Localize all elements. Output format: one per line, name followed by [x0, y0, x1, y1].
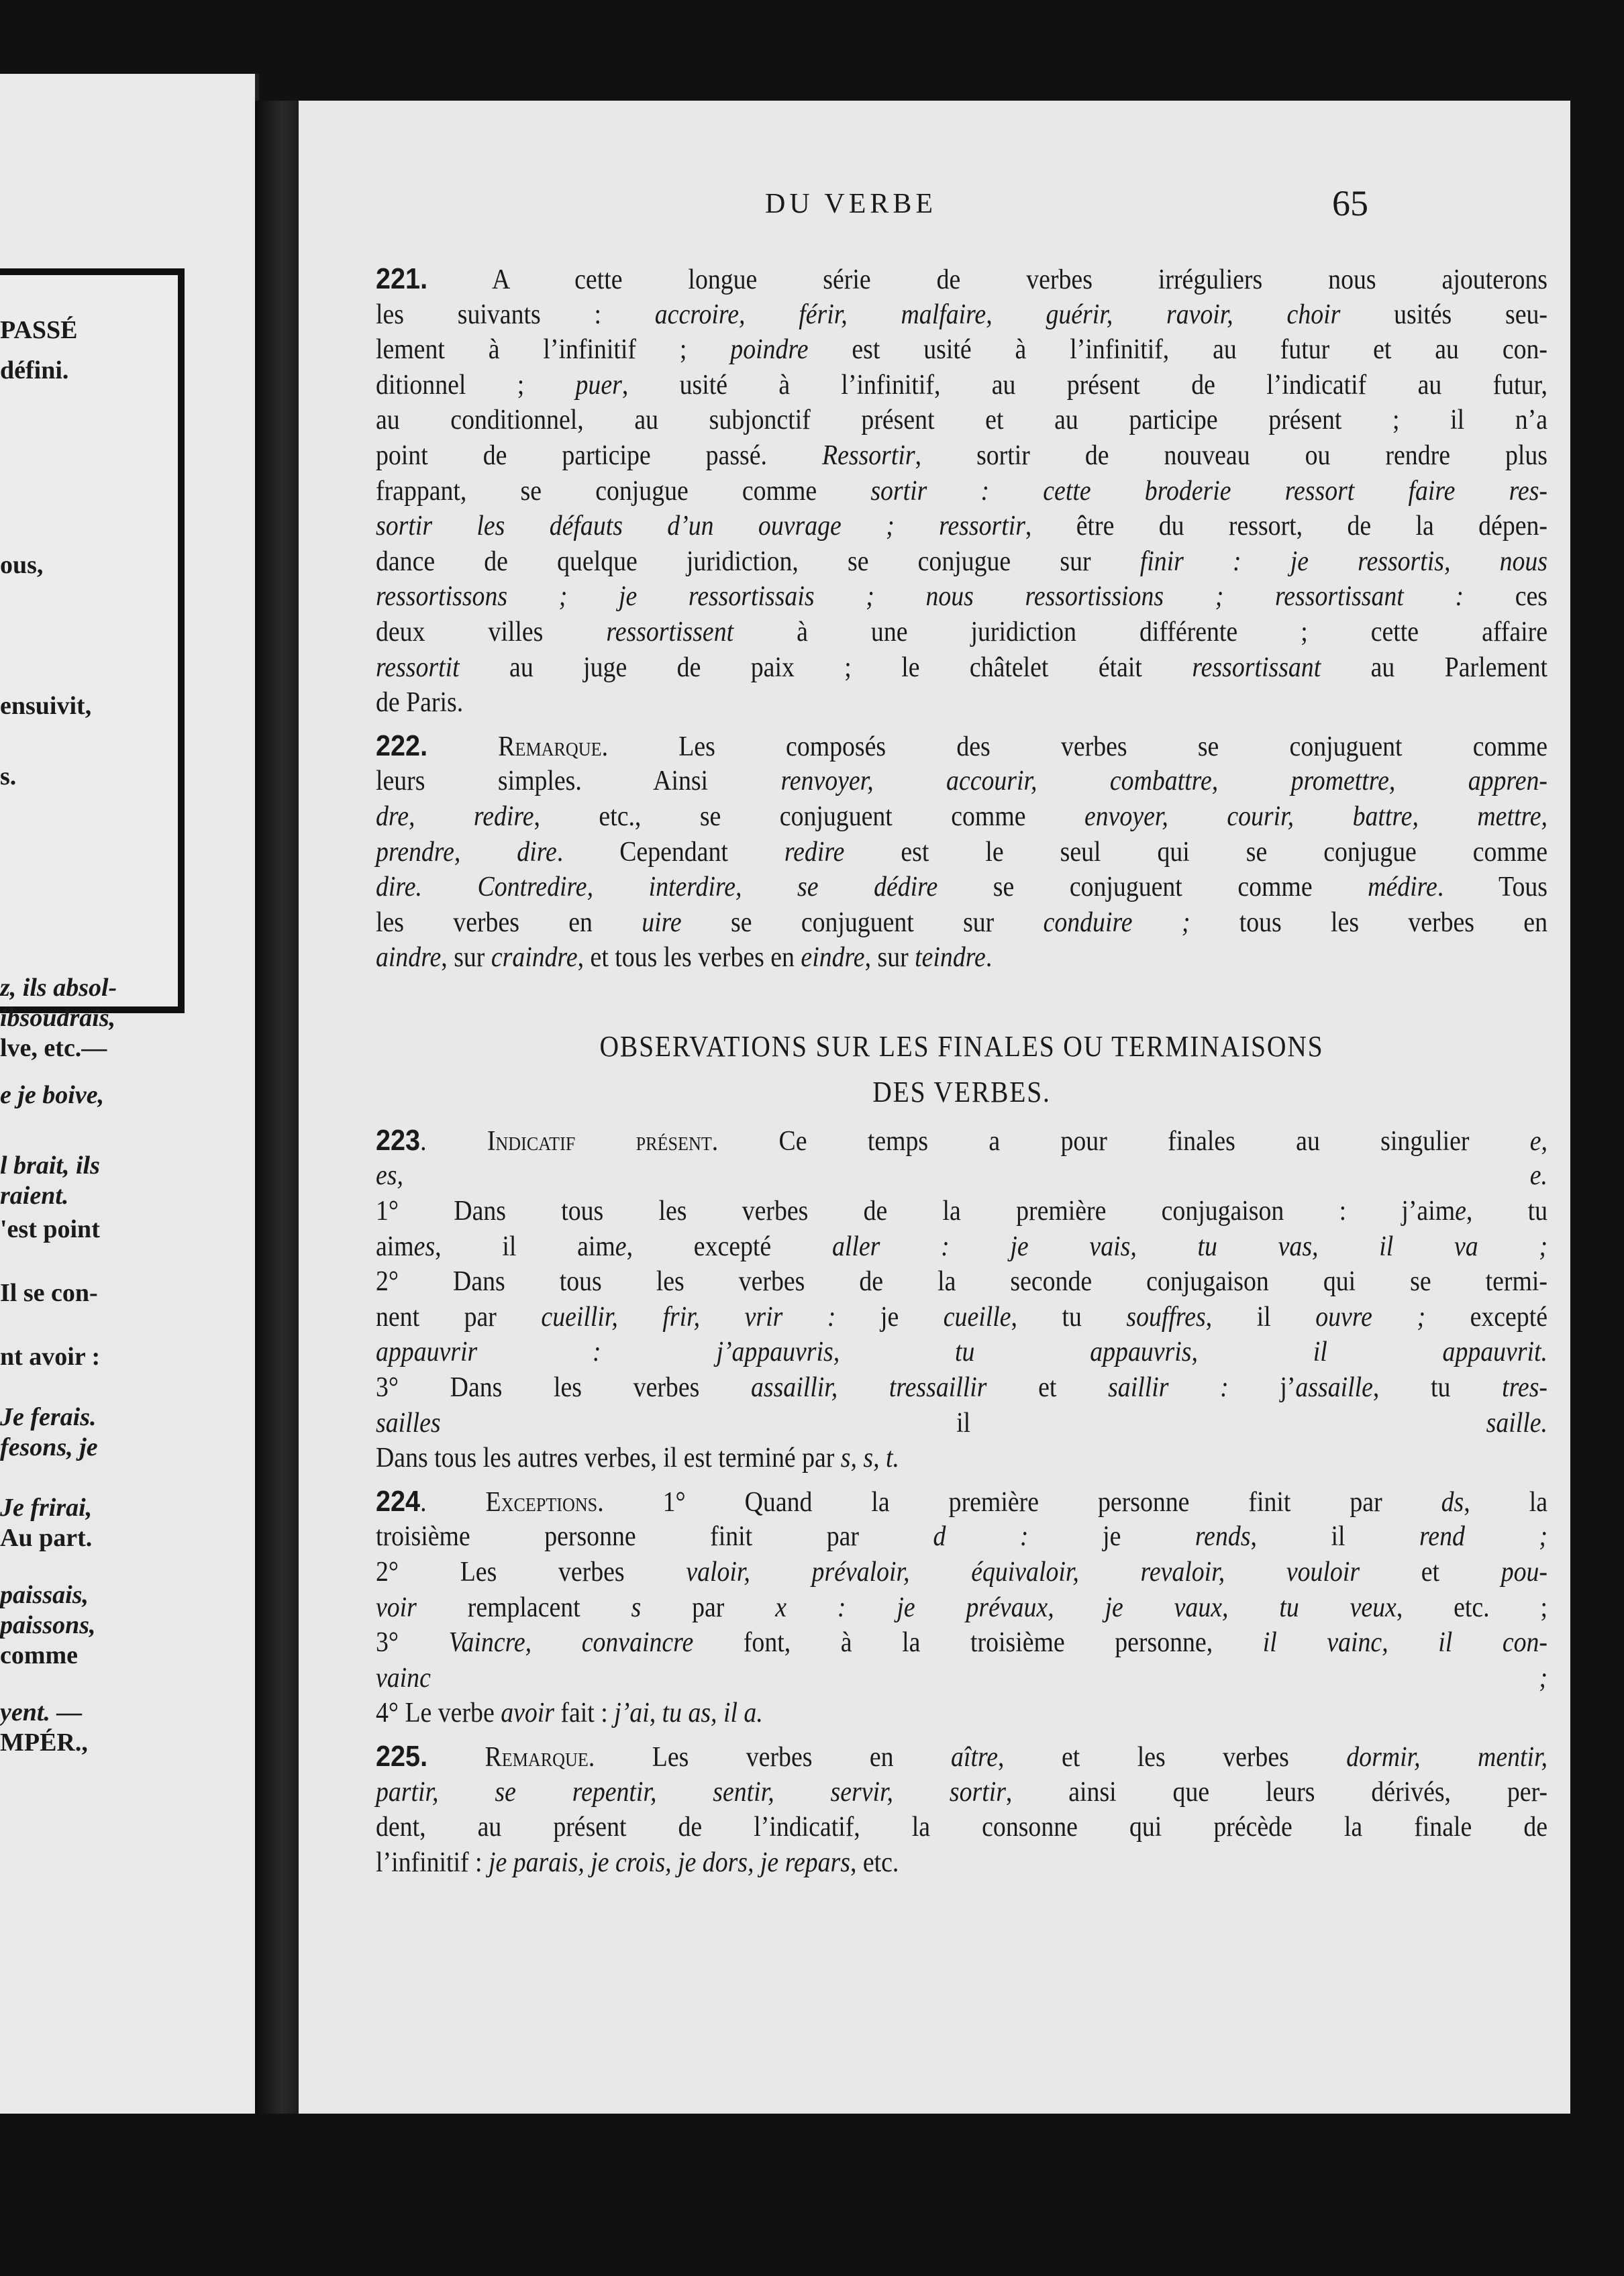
left-page-fragment: défini.	[0, 356, 69, 384]
paragraph-number: 224	[376, 1484, 421, 1518]
text-run: ds	[1441, 1486, 1464, 1518]
text-run: , etc.	[850, 1847, 899, 1878]
text-run	[427, 1742, 485, 1773]
text-line	[376, 509, 1547, 544]
text-line	[376, 474, 1547, 509]
text-run: puer	[575, 369, 622, 401]
text-run: e	[1455, 1196, 1466, 1227]
text-run: et	[986, 1372, 1109, 1404]
text-run: assaille	[1295, 1372, 1373, 1404]
left-page-fragment: s.	[0, 762, 17, 790]
text-run: remplacent	[416, 1592, 631, 1623]
text-run: Ressortir	[821, 439, 915, 471]
text-run: , il	[1205, 1301, 1316, 1333]
left-page-fragment: Je ferais.	[0, 1403, 97, 1431]
text-line	[376, 799, 1547, 835]
text-run: est le seul qui se conjugue comme	[844, 836, 1547, 868]
text-run: , il	[1250, 1521, 1420, 1553]
text-run: au juge de paix ; le châtelet était	[459, 652, 1192, 683]
text-run: font, à la troisième personne,	[693, 1627, 1263, 1659]
page-text	[376, 262, 1547, 1888]
text-run: Remarque	[485, 1741, 589, 1773]
left-page-fragment: ibsoudrais,	[0, 1004, 116, 1032]
paragraph-number: 223	[376, 1123, 421, 1157]
text-run: usités seu-	[1340, 299, 1547, 330]
text-run: s, s, t.	[840, 1443, 899, 1474]
text-line	[376, 729, 1547, 764]
text-run: je parais, je crois, je dors, je repars	[488, 1847, 850, 1878]
text-run: il vainc, il con-	[1262, 1627, 1547, 1659]
text-run: . Ce temps a pour finales au singulier	[711, 1125, 1530, 1157]
text-run: rends	[1195, 1521, 1251, 1553]
text-run: tres-	[1502, 1372, 1547, 1404]
text-run: dance de quelque juridiction, se conjugue sur	[376, 546, 1140, 577]
text-run: Dans tous les autres verbes, il est terminé par	[376, 1443, 841, 1474]
paragraph-p223	[376, 1123, 1547, 1476]
text-line	[376, 438, 1547, 474]
text-run: au conditionnel, au subjonctif présent et au participe présent ; il n’a	[376, 405, 1547, 436]
text-line	[376, 1123, 1547, 1159]
text-run: d :	[933, 1521, 1029, 1553]
text-run: envoyer, courir, battre, mettre,	[1084, 800, 1548, 832]
text-run: aindre	[376, 942, 442, 974]
left-page-fragment: l brait, ils	[0, 1151, 100, 1180]
text-run: x : je prévaux, je vaux, tu veux	[775, 1592, 1397, 1623]
text-run: finir : je ressortis, nous	[1139, 546, 1547, 577]
text-line	[376, 1406, 1547, 1441]
text-run: vainc ;	[376, 1662, 1547, 1694]
text-line	[376, 1775, 1547, 1810]
paragraph-number: 222.	[376, 729, 428, 762]
text-run: uire	[642, 907, 682, 938]
text-run: Remarque	[498, 731, 602, 762]
text-run: Indicatif présent	[487, 1125, 712, 1157]
left-page-fragment: Il se con-	[0, 1279, 98, 1307]
text-run: j’ai, tu as, il a.	[614, 1698, 763, 1729]
text-line	[376, 579, 1547, 615]
left-page-fragment: Je frirai,	[0, 1494, 93, 1522]
text-line	[376, 262, 1547, 297]
text-run: ressortissant	[1192, 652, 1321, 683]
text-run: 2° Dans tous les verbes de la seconde conjugaison qui se termi-	[376, 1266, 1547, 1298]
text-run: se conjuguent comme	[937, 872, 1368, 903]
text-run: sailles	[376, 1407, 441, 1439]
left-page-fragment: fesons, je	[0, 1433, 98, 1461]
text-line	[376, 1229, 1547, 1265]
text-run: tous les verbes en	[1190, 907, 1547, 938]
text-run: .	[420, 1486, 486, 1518]
text-run: , tu	[1011, 1301, 1127, 1333]
text-run: rend ;	[1419, 1521, 1548, 1553]
text-line	[376, 940, 1547, 976]
text-run: assaillir, tressaillir	[750, 1372, 987, 1404]
paragraph-number: 221.	[376, 262, 428, 295]
text-run: renvoyer, accourir, combattre, promettre, appren-	[780, 766, 1547, 797]
section-title: DES VERBES.	[872, 1075, 1051, 1108]
text-run: , et les verbes	[998, 1741, 1347, 1773]
text-run: 4° Le verbe	[376, 1698, 501, 1729]
text-run: aim	[376, 1231, 414, 1262]
text-run: , tu	[1466, 1196, 1547, 1227]
text-run: voir	[376, 1592, 417, 1623]
text-run: avoir	[501, 1698, 554, 1729]
text-run: , tu	[1372, 1372, 1503, 1404]
paragraph-p222	[376, 729, 1547, 976]
text-run: nent par	[376, 1301, 542, 1333]
text-line	[376, 1555, 1547, 1590]
text-run: par	[641, 1592, 776, 1623]
paragraph-number: 225.	[376, 1739, 428, 1773]
left-page-fragment: Au part.	[0, 1524, 93, 1552]
left-page-fragment: MPÉR.,	[0, 1728, 88, 1757]
text-run: à une juridiction différente ; cette affaire	[733, 616, 1547, 648]
text-run: médire	[1368, 872, 1437, 903]
text-run: ressortissent	[606, 616, 734, 648]
text-run: es, e.	[376, 1160, 1547, 1192]
left-page-fragment: comme	[0, 1641, 79, 1669]
text-line	[376, 1158, 1547, 1194]
text-run: , il aim	[435, 1231, 615, 1262]
text-line	[376, 1810, 1547, 1845]
text-run: Vaincre, convaincre	[448, 1627, 694, 1659]
text-run: les suivants :	[376, 299, 655, 330]
text-run: dent, au présent de l’indicatif, la consonne qui précède la finale de	[376, 1812, 1547, 1843]
text-line	[376, 1370, 1547, 1406]
text-run: souffres	[1126, 1301, 1206, 1333]
text-run: 2° Les verbes	[376, 1557, 687, 1588]
text-run: lement à l’infinitif ;	[376, 334, 731, 366]
text-run: est usité à l’infinitif, au futur et au con-	[808, 334, 1547, 366]
left-page-fragment: ensuivit,	[0, 692, 92, 720]
text-run: valoir, prévaloir, équivaloir, revaloir, vouloir	[686, 1557, 1360, 1588]
text-line	[376, 835, 1547, 870]
text-run: eindre	[801, 942, 865, 974]
text-line	[376, 615, 1547, 650]
text-run: et	[1360, 1557, 1501, 1588]
text-run: les verbes en	[376, 907, 642, 938]
text-run: , la	[1464, 1486, 1547, 1518]
text-run	[427, 731, 498, 762]
text-run: aller : je vais, tu vas, il va ;	[831, 1231, 1547, 1262]
text-run: , etc., se conjuguent comme	[534, 800, 1084, 832]
text-run: excepté	[1425, 1301, 1547, 1333]
text-run: , excepté	[626, 1231, 832, 1262]
text-run: dormir, mentir,	[1346, 1741, 1547, 1773]
text-run: se conjuguent sur	[681, 907, 1044, 938]
text-run: fait :	[554, 1698, 615, 1729]
left-page-fragment: z, ils absol-	[0, 974, 117, 1002]
text-run: e,	[1529, 1125, 1547, 1157]
text-run: cueillir, frir, vrir :	[541, 1301, 836, 1333]
text-run: 3° Dans les verbes	[376, 1372, 751, 1404]
left-page-fragment: paissons,	[0, 1611, 96, 1639]
text-run: ces	[1464, 581, 1547, 613]
page-header	[299, 183, 1570, 242]
text-line	[376, 1696, 1547, 1731]
text-line	[376, 1194, 1547, 1229]
text-run: .	[985, 942, 993, 974]
paragraph-p221	[376, 262, 1547, 721]
text-line	[376, 1625, 1547, 1661]
text-run: saillir :	[1108, 1372, 1229, 1404]
text-run: . Cependant	[556, 836, 784, 868]
text-run: , usité à l’infinitif, au présent de l’indicatif au futur,	[621, 369, 1547, 401]
running-head: DU VERBE	[765, 189, 937, 219]
text-run: sortir : cette broderie ressort faire res-	[870, 475, 1548, 507]
text-line	[376, 1661, 1547, 1696]
text-line	[376, 764, 1547, 799]
text-run: . Tous	[1437, 872, 1548, 903]
text-run: au Parlement	[1321, 652, 1548, 683]
text-run: frappant, se conjugue comme	[376, 475, 871, 507]
left-page-fragment: PASSÉ	[0, 316, 78, 344]
text-run: , sur	[864, 942, 915, 974]
text-line	[376, 1441, 1547, 1476]
text-run: es	[413, 1231, 436, 1262]
text-run: dre, redire	[376, 800, 534, 832]
section-title: OBSERVATIONS SUR LES FINALES OU TERMINAISONS	[599, 1029, 1324, 1063]
text-run: teindre	[915, 942, 986, 974]
text-run: de Paris.	[376, 687, 464, 719]
text-line	[376, 1335, 1547, 1370]
text-line	[376, 1590, 1547, 1626]
text-run: 1° Dans tous les verbes de la première conjugaison : j’aim	[376, 1196, 1456, 1227]
text-run: A cette longue série de verbes irréguliers nous ajouterons	[427, 264, 1547, 295]
text-run: point de participe passé.	[376, 439, 822, 471]
scan-border	[0, 2114, 1624, 2276]
text-line	[376, 1519, 1547, 1555]
text-line	[376, 685, 1547, 721]
text-run: appauvrir : j’appauvris, tu appauvris, il appauvrit.	[376, 1337, 1547, 1368]
text-run: il	[440, 1407, 1486, 1439]
text-run: , être du ressort, de la dépen-	[1025, 511, 1547, 542]
text-run: sortir les défauts d’un ouvrage ; ressortir	[376, 511, 1025, 542]
book-page	[299, 101, 1570, 2214]
text-run: ouvre ;	[1315, 1301, 1426, 1333]
text-line	[376, 368, 1547, 403]
text-run: j’	[1228, 1372, 1296, 1404]
text-line	[376, 332, 1547, 368]
text-line	[376, 905, 1547, 941]
text-run: aître	[951, 1741, 999, 1773]
page-number: 65	[1332, 183, 1368, 223]
text-run: 3°	[376, 1627, 449, 1659]
text-line	[376, 650, 1547, 686]
text-line	[376, 870, 1547, 905]
text-run: Exceptions	[485, 1486, 598, 1518]
text-run: l’infinitif :	[376, 1847, 489, 1878]
text-run: pou-	[1501, 1557, 1547, 1588]
text-run: .	[420, 1125, 487, 1157]
text-line	[376, 403, 1547, 438]
left-page-fragment: ous,	[0, 551, 44, 579]
left-page-fragment: raient.	[0, 1182, 69, 1210]
paragraph-p224	[376, 1484, 1547, 1731]
text-run: leurs simples. Ainsi	[376, 766, 781, 797]
text-run: partir, se repentir, sentir, servir, sortir	[376, 1776, 1006, 1808]
text-run: s	[631, 1592, 642, 1623]
text-run: conduire ;	[1043, 907, 1190, 938]
text-run: . Les verbes en	[588, 1741, 952, 1773]
text-run: accroire, férir, malfaire, guérir, ravoir, choir	[654, 299, 1341, 330]
text-line	[376, 1300, 1547, 1335]
text-run: poindre	[730, 334, 809, 366]
text-run: deux villes	[376, 616, 607, 648]
left-page	[0, 74, 259, 2194]
text-run: . Les composés des verbes se conjuguent comme	[601, 731, 1547, 762]
text-run: ressortit	[376, 652, 460, 683]
text-run: , sortir de nouveau ou rendre plus	[915, 439, 1547, 471]
text-line	[376, 1739, 1547, 1775]
left-page-fragment: 'est point	[0, 1215, 100, 1243]
text-run: . 1° Quand la première personne finit par	[597, 1486, 1441, 1518]
left-page-fragment: paissais,	[0, 1581, 89, 1609]
left-page-fragment: e je boive,	[0, 1081, 105, 1109]
text-run: cueille	[943, 1301, 1011, 1333]
text-line	[376, 297, 1547, 333]
text-run: saille.	[1486, 1407, 1547, 1439]
left-page-fragment: yent. —	[0, 1698, 83, 1726]
text-line	[376, 1264, 1547, 1300]
left-page-fragment: lve, etc.—	[0, 1034, 107, 1062]
text-run: ditionnel ;	[376, 369, 576, 401]
text-run: redire	[784, 836, 845, 868]
text-line	[376, 1845, 1547, 1881]
text-run: , sur	[441, 942, 491, 974]
text-run: je	[835, 1301, 944, 1333]
text-line	[376, 1484, 1547, 1520]
left-page-fragment: nt avoir :	[0, 1343, 101, 1371]
text-run: e	[615, 1231, 627, 1262]
text-run: je	[1028, 1521, 1195, 1553]
text-run: , etc. ;	[1396, 1592, 1547, 1623]
text-run: ressortissons ; je ressortissais ; nous ressortissions ; ressortissant :	[376, 581, 1464, 613]
text-run: , et tous les verbes en	[577, 942, 801, 974]
text-run: , ainsi que leurs dérivés, per-	[1005, 1776, 1547, 1808]
paragraph-p225	[376, 1739, 1547, 1880]
text-run: dire. Contredire, interdire, se dédire	[376, 872, 938, 903]
text-line	[376, 544, 1547, 580]
text-run: troisième personne finit par	[376, 1521, 933, 1553]
text-run: craindre	[491, 942, 578, 974]
text-run: prendre, dire	[376, 836, 557, 868]
